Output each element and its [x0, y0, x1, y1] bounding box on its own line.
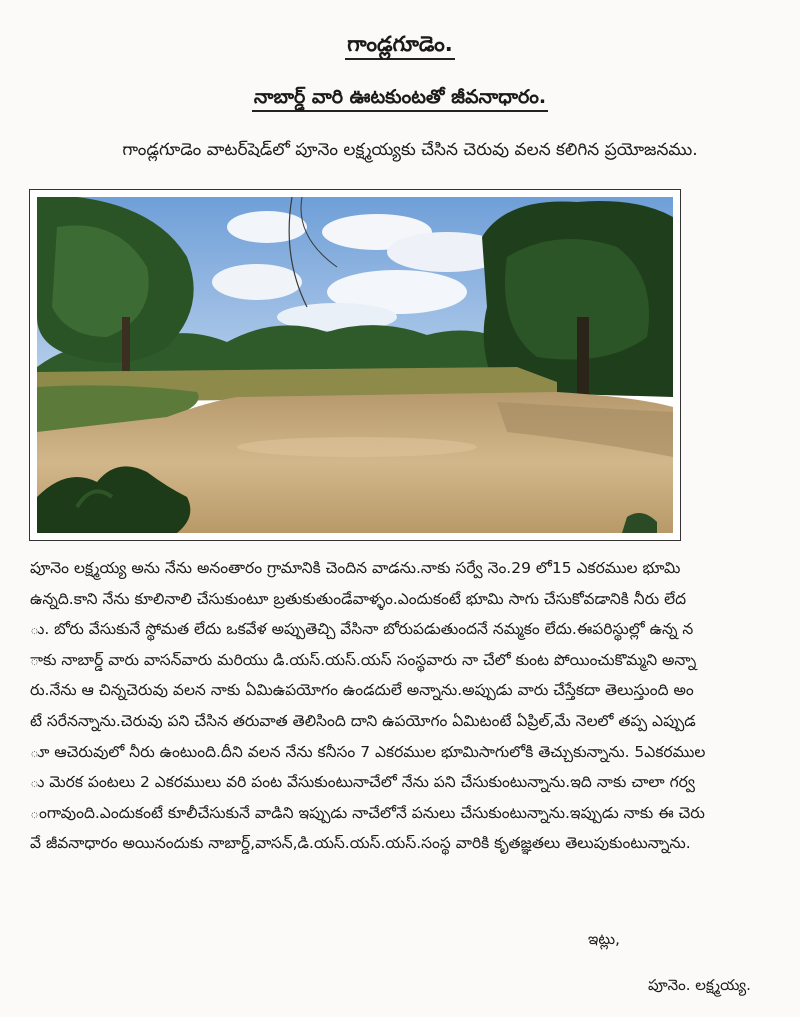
body-line: పూనెం లక్ష్మయ్య అను నేను అనంతారం గ్రామానికి చెందిన వాడను.నాకు సర్వే నెం.29 లో15 ఎకరముల భూమి	[30, 559, 681, 577]
page-subtitle: నాబార్డ్ వారి ఊటకుంటతో జీవనాధారం.	[0, 86, 800, 113]
farm-pond-photo	[29, 189, 681, 541]
body-line: రు.నేను ఆ చిన్నచెరువు వలన నాకు ఏమిఉపయోగం ఉండదులే అన్నాను.అప్పుడు వారు చేస్తేకదా తెలుస్తుంది అం	[30, 681, 694, 700]
farm-pond-image	[37, 197, 673, 533]
closing-salutation: ఇట్లు,	[588, 930, 620, 948]
body-line: ంగావుంది.ఎందుకంటే కూలీచేసుకునే వాడిని ఇప్పుడు నాచేలోనే పనులు చేసుకుంటున్నాను.ఇప్పుడు నాకు ఈ చెరు	[30, 803, 705, 822]
body-line: టే సరేనన్నాను.చెరువు పని చేసిన తరువాత తెలిసింది దాని ఉపయోగం ఏమిటంటే ఏప్రిల్,మే నెలలో తప్ప ఎప్పుడ	[30, 711, 696, 730]
body-line: ు. బోరు వేసుకునే స్థోమత లేదు ఒకవేళ అప్పుతెచ్చి వేసినా బోరుపడుతుందనే నమ్మకం లేదు.ఈపరిస్థుల్లో ఉన్న న	[30, 620, 694, 639]
body-line: ఉన్నది.కాని నేను కూలినాలి చేసుకుంటూ బ్రతుకుతుండేవాళ్ళం.ఎందుకంటే భూమి సాగు చేసుకోవడానికి నీరు లేద	[30, 589, 687, 608]
body-line: ు మెరక పంటలు 2 ఎకరములు వరి పంట వేసుకుంటునాచేలో నేను పని చేసుకుంటున్నాను.ఇది నాకు చాలా గర్వ	[30, 773, 695, 792]
signature-name: పూనెం. లక్ష్మయ్య.	[648, 976, 751, 994]
body-line: ాకు నాబార్డ్ వారు వాసన్‌వారు మరియు డి.యస్.యస్.యస్ సంస్థవారు నా చేలో కుంట పోయించుకొమ్మని అన్నా	[30, 650, 697, 669]
body-line: ూ ఆచెరువులో నీరు ఉంటుంది.దీని వలన నేను కనీసం 7 ఎకరముల భూమిసాగులోకి తెచ్చుకున్నాను. 5ఎకరముల	[30, 742, 706, 761]
testimony-body	[30, 553, 770, 859]
intro-heading: గాండ్లగూడెం వాటర్‌షెడ్‌లో పూనెం లక్ష్మయ్యకు చేసిన చెరువు వలన కలిగిన ప్రయోజనము.	[122, 140, 698, 160]
body-line: వే జీవనాధారం అయినందుకు నాబార్డ్,వాసన్,డి.యస్.యస్.యస్.సంస్థ వారికి కృతజ్ఞతలు తెలుపుకుంటున్నాను.	[30, 834, 691, 853]
page-title: గాండ్లగూడెం.	[0, 32, 800, 62]
